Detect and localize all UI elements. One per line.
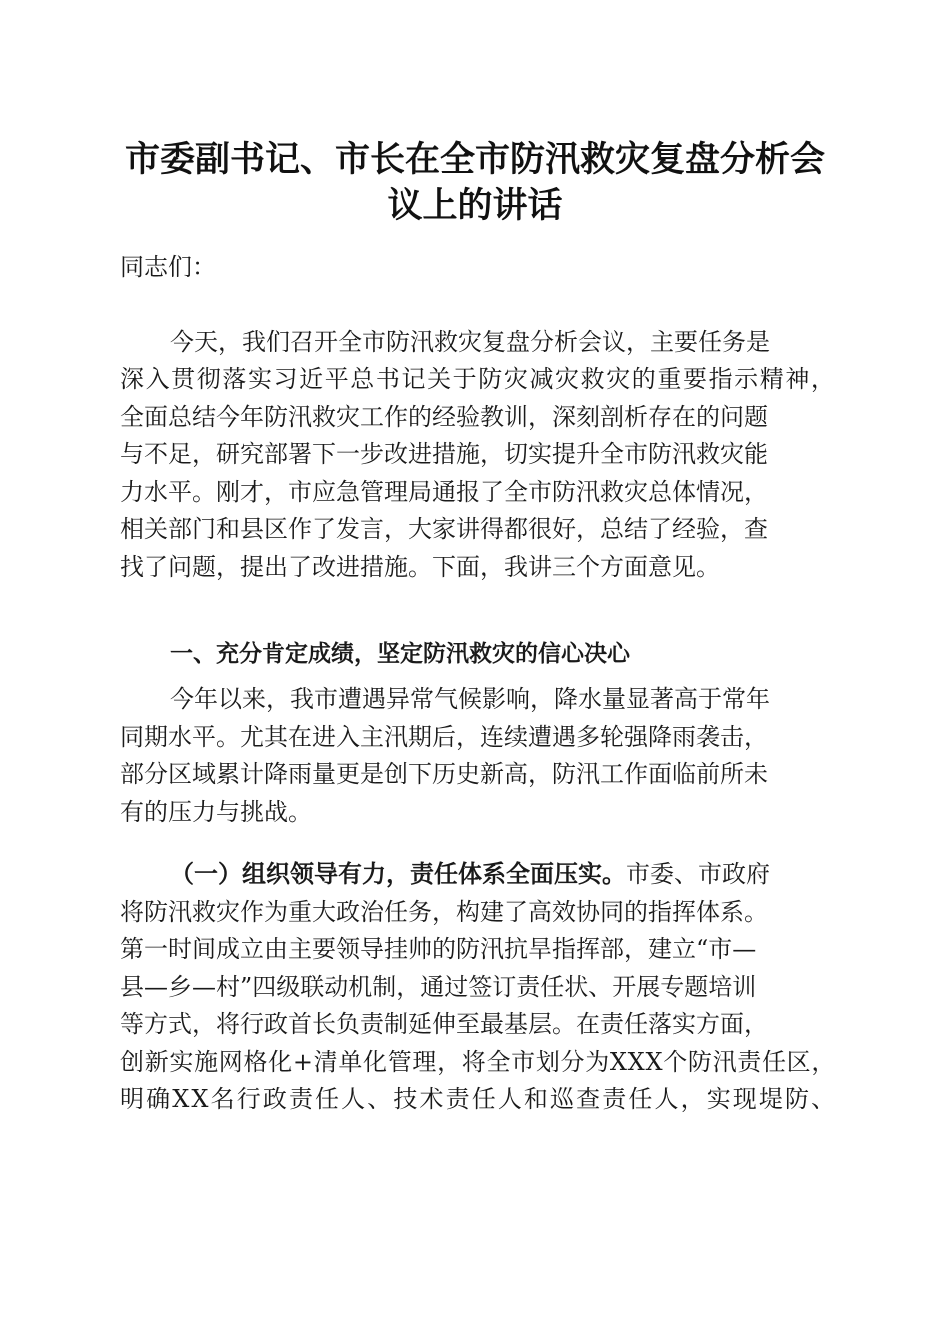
paragraph-line: 部分区域累计降雨量更是创下历史新高，防汛工作面临前所未 (120, 760, 768, 788)
salutation: 同志们： (120, 253, 216, 281)
paragraph-line: 找了问题，提出了改进措施。下面，我讲三个方面意见。 (120, 553, 720, 581)
document-title-line-2: 议上的讲话 (387, 185, 563, 226)
paragraph-line: 第一时间成立由主要领导挂帅的防汛抗旱指挥部，建立“市— (120, 935, 757, 963)
section-heading: 一、充分肯定成绩，坚定防汛救灾的信心决心 (170, 641, 630, 667)
paragraph-line: 等方式，将行政首长负责制延伸至最基层。在责任落实方面， (120, 1010, 768, 1038)
paragraph-line: 明确XX名行政责任人、技术责任人和巡查责任人，实现堤防、 (120, 1085, 838, 1113)
paragraph-line: 相关部门和县区作了发言，大家讲得都很好，总结了经验，查 (120, 515, 768, 543)
paragraph-line: 力水平。刚才，市应急管理局通报了全市防汛救灾总体情况， (120, 478, 768, 506)
paragraph-line: 县—乡—村”四级联动机制，通过签订责任状、开展专题培训 (120, 973, 757, 1001)
paragraph-line: 今天，我们召开全市防汛救灾复盘分析会议，主要任务是 (170, 328, 770, 356)
paragraph-line: 同期水平。尤其在进入主汛期后，连续遭遇多轮强降雨袭击， (120, 723, 768, 751)
paragraph-line: 全面总结今年防汛救灾工作的经验教训，深刻剖析存在的问题 (120, 403, 768, 431)
document-title-line-1: 市委副书记、市长在全市防汛救灾复盘分析会 (124, 139, 825, 180)
paragraph-line: 有的压力与挑战。 (120, 798, 312, 826)
paragraph-line: 深入贯彻落实习近平总书记关于防灾减灾救灾的重要指示精神， (120, 365, 837, 393)
subheading-lead: （一）组织领导有力，责任体系全面压实。 (170, 859, 626, 888)
paragraph-line: 将防汛救灾作为重大政治任务，构建了高效协同的指挥体系。 (120, 898, 768, 926)
subheading-rest: 市委、市政府 (626, 860, 770, 888)
paragraph-line: 与不足，研究部署下一步改进措施，切实提升全市防汛救灾能 (120, 440, 768, 468)
paragraph-line: 创新实施网格化+清单化管理，将全市划分为XXX个防汛责任区， (120, 1048, 837, 1076)
subheading-line (170, 857, 770, 891)
paragraph-line: 今年以来，我市遭遇异常气候影响，降水量显著高于常年 (170, 685, 770, 713)
